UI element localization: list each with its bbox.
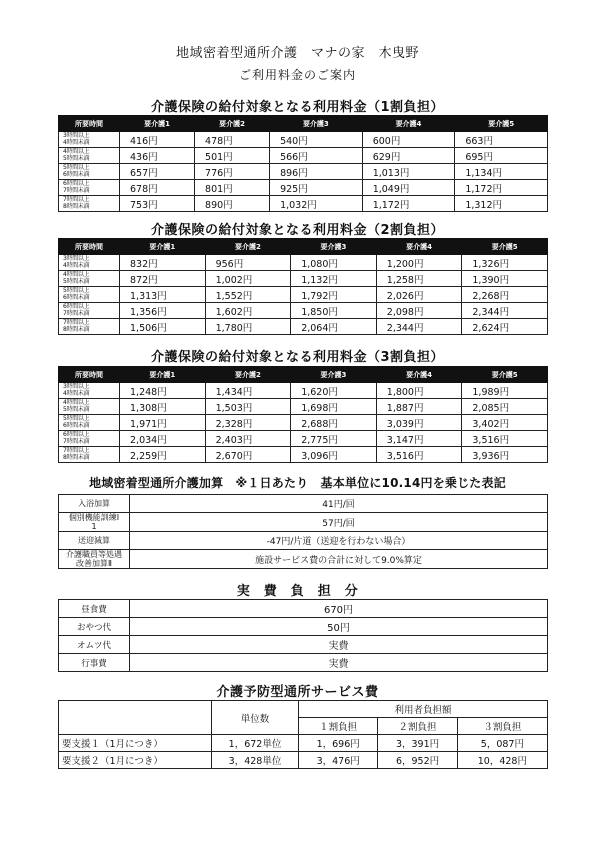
actual-costs-title: 実 費 負 担 分 <box>236 584 359 599</box>
table-header-row <box>59 239 548 255</box>
addition-label: 入浴加算 <box>59 495 130 513</box>
rate-table-3 <box>58 366 548 463</box>
fee-cell: 1,080円 <box>291 255 377 271</box>
fee-cell: 753円 <box>120 196 195 212</box>
fee-cell: 2,344円 <box>462 303 548 319</box>
row-label: 要支援２（1月につき） <box>59 752 212 769</box>
column-header: 要介護3 <box>291 367 377 383</box>
fee-cell: 1,002円 <box>205 271 291 287</box>
fee-cell: 1,312円 <box>455 196 548 212</box>
units-cell: 1，672単位 <box>212 735 299 752</box>
column-header: 要介護3 <box>291 239 377 255</box>
column-header: 要介護3 <box>270 116 363 132</box>
column-header: 要介護2 <box>195 116 270 132</box>
fee-cell: 2,098円 <box>376 303 462 319</box>
fee-cell: 3,402円 <box>462 415 548 431</box>
column-header: 要介護4 <box>362 116 455 132</box>
fee-cell: 1,049円 <box>362 180 455 196</box>
fee-cell: 2,328円 <box>205 415 291 431</box>
time-range-cell: 3時間以上 4時間未満 <box>59 255 120 271</box>
table-row <box>59 532 548 550</box>
fee-cell: 1,313円 <box>120 287 206 303</box>
fee-cell: 6，952円 <box>378 752 457 769</box>
time-range-cell: 3時間以上 4時間未満 <box>59 132 120 148</box>
fee-cell: 657円 <box>120 164 195 180</box>
time-range-cell: 5時間以上 6時間未満 <box>59 415 120 431</box>
fee-cell: 3,096円 <box>291 447 377 463</box>
rate-table-1 <box>58 115 548 212</box>
fee-cell: 3,516円 <box>462 431 548 447</box>
fee-cell: 776円 <box>195 164 270 180</box>
fee-cell: 1,013円 <box>362 164 455 180</box>
table-row <box>59 415 548 431</box>
fee-cell: 832円 <box>120 255 206 271</box>
fee-cell: 2,034円 <box>120 431 206 447</box>
column-header: 所要時間 <box>59 367 120 383</box>
fee-cell: 872円 <box>120 271 206 287</box>
fee-cell: 5，087円 <box>457 735 547 752</box>
cost-value: 670円 <box>130 600 548 618</box>
fee-cell: 2,026円 <box>376 287 462 303</box>
table-row <box>59 752 548 769</box>
rate-table-title-3: 介護保険の給付対象となる利用料金（3割負担） <box>150 350 445 365</box>
time-range-cell: 5時間以上 6時間未満 <box>59 164 120 180</box>
fee-cell: 1,258円 <box>376 271 462 287</box>
table-row <box>59 399 548 415</box>
fee-cell: 1,989円 <box>462 383 548 399</box>
column-header: 要介護4 <box>376 239 462 255</box>
column-header: 利用者負担額 <box>299 701 548 718</box>
fee-cell: 1,132円 <box>291 271 377 287</box>
addition-label: 送迎減算 <box>59 532 130 550</box>
fee-cell: 3，476円 <box>299 752 378 769</box>
fee-cell: 1,356円 <box>120 303 206 319</box>
time-range-cell: 4時間以上 5時間未満 <box>59 148 120 164</box>
column-header: 所要時間 <box>59 239 120 255</box>
fee-cell: 3,516円 <box>376 447 462 463</box>
time-range-cell: 7時間以上 8時間未満 <box>59 447 120 463</box>
fee-cell: 1,134円 <box>455 164 548 180</box>
fee-cell: 1,326円 <box>462 255 548 271</box>
row-label: 要支援１（1月につき） <box>59 735 212 752</box>
fee-cell: 1,390円 <box>462 271 548 287</box>
time-range-cell: 7時間以上 8時間未満 <box>59 196 120 212</box>
table-header-row <box>59 367 548 383</box>
fee-cell: 1,200円 <box>376 255 462 271</box>
time-range-cell: 5時間以上 6時間未満 <box>59 287 120 303</box>
fee-cell: 678円 <box>120 180 195 196</box>
table-row <box>59 735 548 752</box>
time-range-cell: 7時間以上 8時間未満 <box>59 319 120 335</box>
fee-cell: 436円 <box>120 148 195 164</box>
table-row <box>59 550 548 569</box>
table-row <box>59 196 548 212</box>
table-row <box>59 513 548 532</box>
table-row <box>59 319 548 335</box>
table-row <box>59 636 548 654</box>
fee-cell: 1,780円 <box>205 319 291 335</box>
fee-cell: 2,085円 <box>462 399 548 415</box>
fee-cell: 2,670円 <box>205 447 291 463</box>
fee-cell: 2,624円 <box>462 319 548 335</box>
column-header: 要介護4 <box>376 367 462 383</box>
time-range-cell: 3時間以上 4時間未満 <box>59 383 120 399</box>
time-range-cell: 4時間以上 5時間未満 <box>59 399 120 415</box>
column-header: 要介護1 <box>120 116 195 132</box>
addition-value: -47円/片道（送迎を行わない場合） <box>130 532 548 550</box>
fee-cell: 2,064円 <box>291 319 377 335</box>
fee-cell: 478円 <box>195 132 270 148</box>
prevention-table <box>58 700 548 769</box>
fee-cell: 1,850円 <box>291 303 377 319</box>
prevention-title: 介護予防型通所サービス費 <box>216 685 379 700</box>
page-subtitle: ご利用料金のご案内 <box>238 68 356 82</box>
additions-title: 地域密着型通所介護加算 ※１日あたり 基本単位に10.14円を乗じた表記 <box>89 476 506 490</box>
units-cell: 3，428単位 <box>212 752 299 769</box>
time-range-cell: 4時間以上 5時間未満 <box>59 271 120 287</box>
fee-cell: 3,039円 <box>376 415 462 431</box>
fee-cell: 1,602円 <box>205 303 291 319</box>
table-row <box>59 431 548 447</box>
fee-cell: 1,032円 <box>270 196 363 212</box>
table-row <box>59 654 548 672</box>
fee-cell: 1,172円 <box>455 180 548 196</box>
fee-cell: 896円 <box>270 164 363 180</box>
fee-cell: 540円 <box>270 132 363 148</box>
column-header: 要介護2 <box>205 367 291 383</box>
column-header: ２割負担 <box>378 718 457 735</box>
fee-cell: 1,552円 <box>205 287 291 303</box>
addition-label: 介護職員等処遇 改善加算Ⅱ <box>59 550 130 569</box>
fee-cell: 1,503円 <box>205 399 291 415</box>
fee-cell: 1,248円 <box>120 383 206 399</box>
table-row <box>59 600 548 618</box>
fee-cell: 416円 <box>120 132 195 148</box>
fee-cell: 2,775円 <box>291 431 377 447</box>
addition-value: 施設サービス費の合計に対して9.0%算定 <box>130 550 548 569</box>
fee-cell: 629円 <box>362 148 455 164</box>
fee-cell: 3，391円 <box>378 735 457 752</box>
fee-cell: 1,506円 <box>120 319 206 335</box>
column-header: 要介護5 <box>455 116 548 132</box>
blank-header-cell <box>59 701 212 735</box>
fee-cell: 1,698円 <box>291 399 377 415</box>
fee-cell: 1,971円 <box>120 415 206 431</box>
table-row <box>59 495 548 513</box>
cost-label: おやつ代 <box>59 618 130 636</box>
table-row <box>59 618 548 636</box>
column-header: 単位数 <box>212 701 299 735</box>
cost-label: オムツ代 <box>59 636 130 654</box>
column-header: 要介護1 <box>120 239 206 255</box>
table-row <box>59 148 548 164</box>
additions-table <box>58 494 548 569</box>
rate-table-title-2: 介護保険の給付対象となる利用料金（2割負担） <box>150 223 445 238</box>
fee-cell: 801円 <box>195 180 270 196</box>
addition-value: 41円/回 <box>130 495 548 513</box>
fee-cell: 1,434円 <box>205 383 291 399</box>
rate-table-title-1: 介護保険の給付対象となる利用料金（1割負担） <box>150 100 445 115</box>
cost-label: 行事費 <box>59 654 130 672</box>
cost-value: 50円 <box>130 618 548 636</box>
fee-cell: 10，428円 <box>457 752 547 769</box>
fee-cell: 2,344円 <box>376 319 462 335</box>
fee-cell: 501円 <box>195 148 270 164</box>
time-range-cell: 6時間以上 7時間未満 <box>59 303 120 319</box>
facility-name: 地域密着型通所介護 マナの家 木曳野 <box>175 46 419 61</box>
fee-cell: 566円 <box>270 148 363 164</box>
actual-costs-table <box>58 599 548 672</box>
cost-value: 実費 <box>130 636 548 654</box>
addition-label: 個別機能訓練Ⅰ 1 <box>59 513 130 532</box>
fee-cell: 2,688円 <box>291 415 377 431</box>
fee-cell: 3,936円 <box>462 447 548 463</box>
fee-cell: 1,308円 <box>120 399 206 415</box>
fee-cell: 925円 <box>270 180 363 196</box>
table-row <box>59 271 548 287</box>
table-row <box>59 287 548 303</box>
column-header: 要介護5 <box>462 367 548 383</box>
fee-cell: 3,147円 <box>376 431 462 447</box>
fee-cell: 1,800円 <box>376 383 462 399</box>
time-range-cell: 6時間以上 7時間未満 <box>59 431 120 447</box>
rate-table-2 <box>58 238 548 335</box>
fee-cell: 2,403円 <box>205 431 291 447</box>
table-row <box>59 303 548 319</box>
cost-value: 実費 <box>130 654 548 672</box>
column-header: 所要時間 <box>59 116 120 132</box>
fee-cell: 890円 <box>195 196 270 212</box>
fee-cell: 1,620円 <box>291 383 377 399</box>
fee-cell: 695円 <box>455 148 548 164</box>
table-row <box>59 164 548 180</box>
table-header-row <box>59 701 548 718</box>
column-header: ３割負担 <box>457 718 547 735</box>
table-header-row <box>59 116 548 132</box>
cost-label: 昼食費 <box>59 600 130 618</box>
fee-cell: 1,792円 <box>291 287 377 303</box>
column-header: 要介護1 <box>120 367 206 383</box>
table-row <box>59 180 548 196</box>
time-range-cell: 6時間以上 7時間未満 <box>59 180 120 196</box>
fee-cell: 1,887円 <box>376 399 462 415</box>
table-row <box>59 447 548 463</box>
fee-cell: 663円 <box>455 132 548 148</box>
table-row <box>59 255 548 271</box>
fee-cell: 956円 <box>205 255 291 271</box>
fee-cell: 600円 <box>362 132 455 148</box>
fee-cell: 1，696円 <box>299 735 378 752</box>
table-row <box>59 132 548 148</box>
column-header: 要介護2 <box>205 239 291 255</box>
column-header: 要介護5 <box>462 239 548 255</box>
table-row <box>59 383 548 399</box>
fee-cell: 2,259円 <box>120 447 206 463</box>
fee-cell: 1,172円 <box>362 196 455 212</box>
addition-value: 57円/回 <box>130 513 548 532</box>
column-header: １割負担 <box>299 718 378 735</box>
fee-cell: 2,268円 <box>462 287 548 303</box>
